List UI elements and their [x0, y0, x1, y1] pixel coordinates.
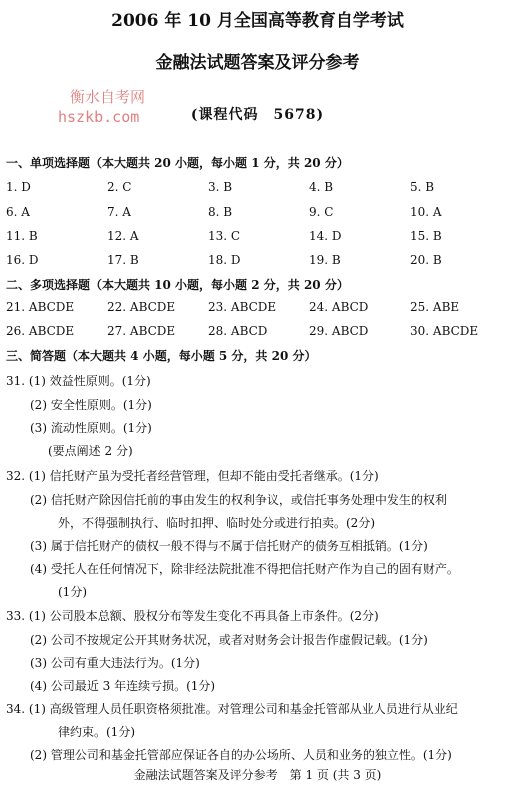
answer-row — [6, 205, 511, 219]
answer-row — [6, 229, 511, 243]
answer-line: (2) 安全性原则。(1分) — [30, 398, 152, 412]
answer-cell: 24. ABCD — [309, 300, 369, 314]
answer-cell: 16. D — [6, 253, 39, 267]
answer-row — [6, 180, 511, 194]
watermark-site-url: hszkb.com — [58, 108, 140, 126]
answer-row — [6, 300, 511, 314]
answer-line: (4) 公司最近 3 年连续亏损。(1分) — [30, 679, 216, 693]
answer-cell: 14. D — [309, 229, 342, 243]
answer-cell: 19. B — [309, 253, 341, 267]
answer-row — [6, 253, 511, 267]
answer-cell: 15. B — [410, 229, 442, 243]
answer-line: 34. (1) 高级管理人员任职资格须批准。对管理公司和基金托管部从业人员进行从业纪 — [6, 702, 458, 716]
answer-cell: 13. C — [208, 229, 241, 243]
answer-line: 31. (1) 效益性原则。(1分) — [6, 374, 151, 388]
exam-title: 2006 年 10 月全国高等教育自学考试 — [111, 11, 404, 31]
answer-cell: 9. C — [309, 205, 334, 219]
answer-cell: 20. B — [410, 253, 442, 267]
document-subtitle: 金融法试题答案及评分参考 — [155, 53, 360, 73]
answer-line: (2) 管理公司和基金托管部应保证各自的办公场所、人员和业务的独立性。(1分) — [30, 748, 452, 762]
answer-line: (3) 属于信托财产的债权一般不得与不属于信托财产的债务互相抵销。(1分) — [30, 539, 428, 553]
course-code: (课程代码 5678) — [190, 107, 325, 123]
answer-cell: 4. B — [309, 180, 334, 194]
answer-line: (3) 公司有重大违法行为。(1分) — [30, 656, 200, 670]
answer-cell: 25. ABE — [410, 300, 460, 314]
answer-cell: 30. ABCDE — [410, 324, 479, 338]
answer-line: (2) 信托财产除因信托前的事由发生的权利争议，或信托事务处理中发生的权利 — [30, 493, 447, 507]
answer-cell: 18. D — [208, 253, 241, 267]
watermark-site-name: 衡水自考网 — [70, 88, 146, 106]
answer-cell: 1. D — [6, 180, 31, 194]
section-short-answer-heading: 三、简答题（本大题共 4 小题，每小题 5 分，共 20 分） — [6, 349, 317, 363]
answer-line: (要点阐述 2 分) — [48, 444, 133, 458]
answer-line: 外，不得强制执行、临时扣押、临时处分或进行拍卖。(2分) — [58, 516, 376, 530]
section-single-choice-heading: 一、单项选择题（本大题共 20 小题，每小题 1 分，共 20 分） — [6, 156, 349, 170]
answer-line: (1分) — [58, 585, 87, 599]
answer-cell: 26. ABCDE — [6, 324, 75, 338]
answer-line: (2) 公司不按规定公开其财务状况，或者对财务会计报告作虚假记载。(1分) — [30, 633, 428, 647]
answer-cell: 6. A — [6, 205, 30, 219]
answer-line: 律约束。(1分) — [58, 725, 135, 739]
answer-cell: 7. A — [107, 205, 131, 219]
answer-row — [6, 324, 511, 338]
answer-cell: 8. B — [208, 205, 233, 219]
answer-cell: 22. ABCDE — [107, 300, 176, 314]
answer-cell: 11. B — [6, 229, 38, 243]
section-multiple-choice-heading: 二、多项选择题（本大题共 10 小题，每小题 2 分，共 20 分） — [6, 278, 349, 292]
answer-cell: 3. B — [208, 180, 233, 194]
answer-cell: 2. C — [107, 180, 132, 194]
answer-cell: 12. A — [107, 229, 139, 243]
answer-line: (4) 受托人在任何情况下，除非经法院批准不得把信托财产作为自己的固有财产。 — [30, 562, 459, 576]
answer-cell: 23. ABCDE — [208, 300, 277, 314]
answer-line: 33. (1) 公司股本总额、股权分布等发生变化不再具备上市条件。(2分) — [6, 609, 379, 623]
answer-cell: 21. ABCDE — [6, 300, 75, 314]
answer-cell: 17. B — [107, 253, 139, 267]
answer-line: 32. (1) 信托财产虽为受托者经营管理，但却不能由受托者继承。(1分) — [6, 469, 379, 483]
answer-line: (3) 流动性原则。(1分) — [30, 421, 152, 435]
answer-cell: 5. B — [410, 180, 435, 194]
answer-cell: 28. ABCD — [208, 324, 268, 338]
answer-cell: 27. ABCDE — [107, 324, 176, 338]
page-footer: 金融法试题答案及评分参考 第 1 页 (共 3 页) — [133, 768, 382, 782]
answer-cell: 29. ABCD — [309, 324, 369, 338]
answer-cell: 10. A — [410, 205, 442, 219]
